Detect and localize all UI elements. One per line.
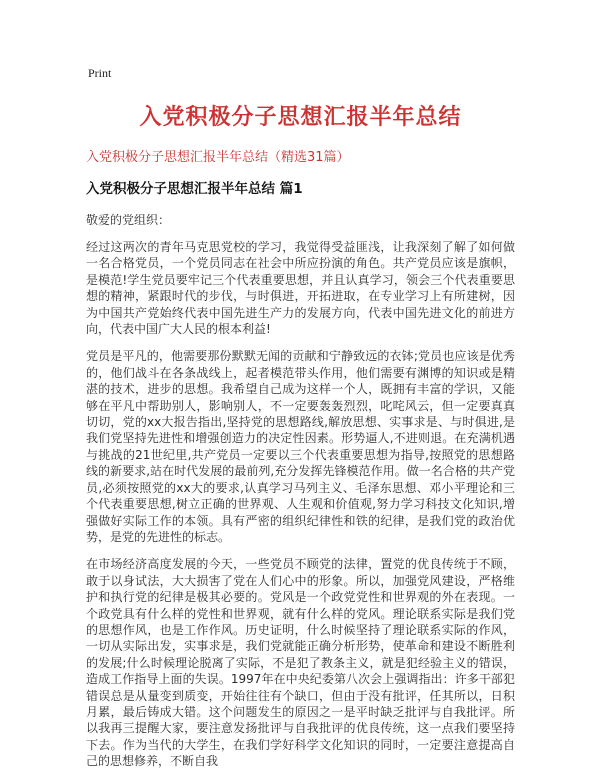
section-heading: 入党积极分子思想汇报半年总结 篇1: [86, 181, 303, 197]
salutation: 敬爱的党组织：: [86, 213, 171, 227]
page-subtitle: 入党积极分子思想汇报半年总结（精选31篇）: [86, 150, 350, 165]
paragraph-3: 在市场经济高度发展的今天，一些党员不顾党的法律，置党的优良传统于不顾，敢于以身试法，大大损害了党在人们心中的形象。所以，加强党风建设，严格维护和执行党的纪律是极其必要的。党风是一个政党党性和世界观的外在表现。一个政党具有什么样的党性和世界观，就有什么样的党风。理论联系实际是我们党的思想作风，也是工作作风。历史证明，什么时候坚持了理论联系实际的作风，一切从实际出发，实事求是，我们党就能正确分析形势，使革命和建设不断胜利的发展;什么时候理论脱离了实际，不是犯了教条主义，就是犯经验主义的错误，造成工作指导上面的失误。1997年在中央纪委第八次会上强调指出：许多干部犯错误总是从量变到质变，开始往往有个缺口，但由于没有批评，任其所以，日积月累，最后铸成大错。这个问题发生的原因之一是平时缺乏批评与自我批评。所以我再三提醒大家，要注意发扬批评与自我批评的优良传统，这一点我们要坚持下去。作为当代的大学生，在我们学好科学文化知识的同时，一定要注意提高自己的思想修养，不断自我: [86, 557, 515, 769]
paragraph-1: 经过这两次的青年马克思党校的学习，我觉得受益匪浅，让我深刻了解了如何做一名合格党员，一个党员同志在社会中所应扮演的角色。共产党员应该是旗帜，是模范!学生党员要牢记三个代表重要思想，并且认真学习，领会三个代表重要思想的精神，紧跟时代的步伐，与时俱进，开拓进取，在专业学习上有所建树，因为中国共产党始终代表中国先进生产力的发展方向，代表中国先进文化的前进方向，代表中国广大人民的根本利益!: [86, 240, 515, 337]
page-title: 入党积极分子思想汇报半年总结: [139, 105, 462, 130]
print-button[interactable]: Print: [88, 66, 112, 80]
paragraph-2: 党员是平凡的，他需要那份默默无闻的贡献和宁静致远的衣钵;党员也应该是优秀的，他们战斗在各条战线上，起者模范带头作用，他们需要有渊博的知识或是精湛的技术，进步的思想。我希望自己成为这样一个人，既拥有丰富的学识，又能够在平凡中帮助别人，影响别人，不一定要轰轰烈烈，叱咤风云，但一定要真真切切，党的xx大报告指出,坚持党的思想路线,解放思想、实事求是、与时俱进,是我们党坚持先进性和增强创造力的决定性因素。形势逼人,不进则退。在充满机遇与挑战的21世纪里,共产党员一定要以三个代表重要思想为指导,按照党的思想路线的新要求,站在时代发展的最前列,充分发挥先锋模范作用。做一名合格的共产党员,必须按照党的xx大的要求,认真学习马列主义、毛泽东思想、邓小平理论和三个代表重要思想,树立正确的世界观、人生观和价值观,努力学习科技文化知识,增强做好实际工作的本领。具有严密的组织纪律性和铁的纪律，是我们党的政治优势，是党的先进性的标志。: [86, 349, 515, 544]
